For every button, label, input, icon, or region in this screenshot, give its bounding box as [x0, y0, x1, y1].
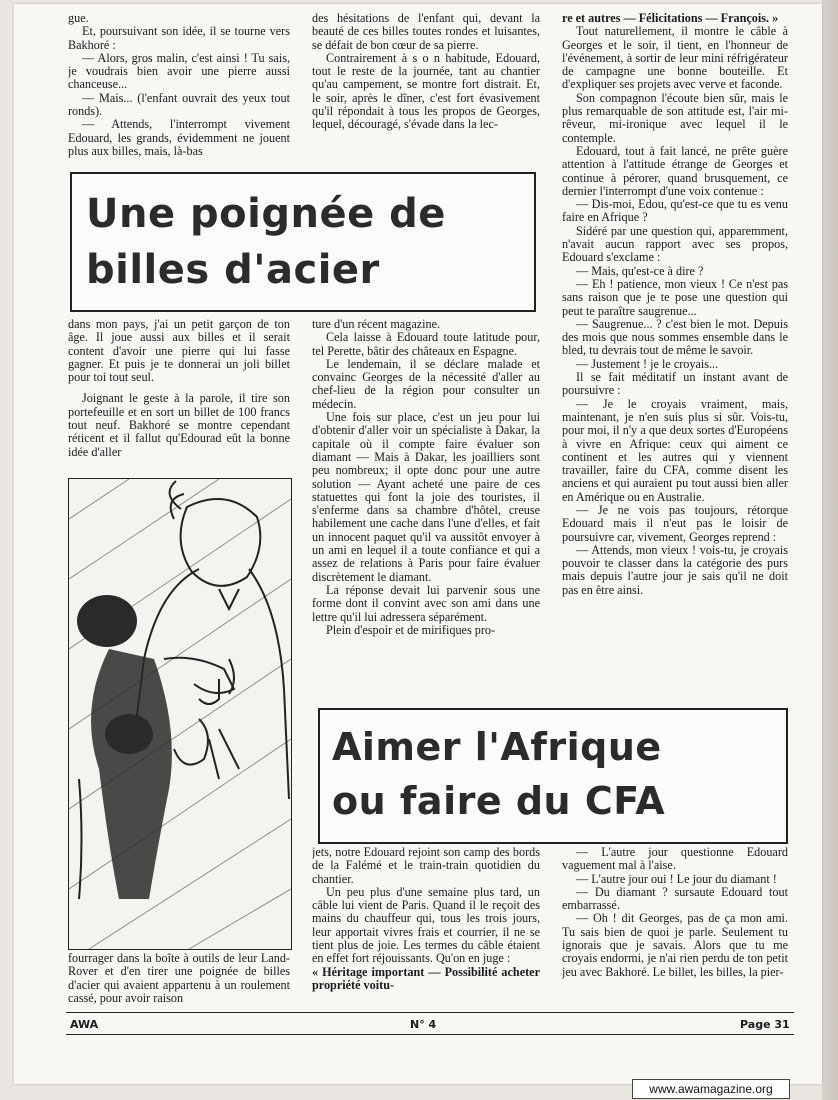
headline-billes-box — [70, 172, 536, 312]
paragraph: — Attends, l'interrompt vivement Edouard, les grands, évidemment ne jouent plus aux billes, mais, là-bas — [68, 117, 290, 158]
paragraph: — Je le croyais vraiment, mais, maintenant, je n'en suis plus si sûr. Vois-tu, pour moi, il n'y a que deux sortes d'Européens à vivre en Afrique: ceux qui aiment ce continent et les autres qui y viennent travailler, faire du CFA, comme disent les anciens et qui auraient pu tout aussi bien aller en Amérique ou en Australie. — [562, 396, 788, 504]
column-2-bottom — [312, 846, 540, 1008]
paragraph: Tout naturellement, il montre le câble à Georges et le soir, il tient, en l'honneur de l'événement, à sortir de leur mini réfrigérateur de campagne une bonne bouteille. Et d'expliquer ses projets avec verve et faconde. — [562, 24, 788, 92]
paragraph: Contrairement à s o n habitude, Edouard, tout le reste de la journée, tant au chantier qu'au campement, se montre fort distrait. Et, le soir, après le dîner, c'est fort évasivement qu'il répondait à tous les propos de Georges, lequel, découragé, s'évade dans la lec- — [312, 50, 540, 132]
paragraph: Cela laisse à Edouard toute latitude pour, tel Perette, bâtir des châteaux en Espagne. — [312, 330, 540, 358]
paragraph: — Dis-moi, Edou, qu'est-ce que tu es venu faire en Afrique ? — [562, 197, 788, 225]
paragraph: Sidéré par une question qui, apparemment, n'avait aucun rapport avec ses propos, Edouard s'exclame : — [562, 223, 788, 265]
paragraph: — Mais, qu'est-ce à dire ? — [576, 263, 704, 278]
paragraph: Plein d'espoir et de mirifiques pro- — [326, 622, 496, 637]
paragraph: Une fois sur place, c'est un jeu pour lui d'obtenir d'aller voir un spécialiste à Dakar, la capitale où il compte faire évaluer son diamant — Mais à Dakar, les joailliers sont peu nombreux; il opte donc pour une autre solution — Ayant acheté une paire de ces statuettes qui font la joie des touristes, il s'enferme dans sa chambre d'hôtel, creuse habilement une cache dans l'une d'elles, et fait un innocent paquet qu'il va aussitôt envoyer à un ami en lequel il a toute confiance et qui a assez de relations à Paris pour faire évaluer discrètement le diamant. — [312, 410, 540, 584]
paragraph: Il se fait méditatif un instant avant de poursuivre : — [562, 370, 788, 398]
website-watermark[interactable]: www.awamagazine.org — [632, 1079, 790, 1099]
paragraph: Edouard, tout à fait lancé, ne prête guère attention à l'attitude étrange de Georges et continue à pérorer, quand brusquement, ce dernier l'interrompt d'une voix contenue : — [562, 143, 788, 198]
footer-page-number: Page 31 — [740, 1018, 790, 1031]
footer-rule-top — [66, 1012, 794, 1013]
paragraph: des hésitations de l'enfant qui, devant la beauté de ces billes toutes rondes et luisantes, se défait de bon cœur de sa pierre. — [312, 12, 540, 52]
paragraph: — Mais... (l'enfant ouvrait des yeux tout ronds). — [68, 90, 290, 119]
paragraph: gue. — [68, 12, 89, 25]
paragraph: Joignant le geste à la parole, il tire son portefeuille et en sort un billet de 100 francs tout neuf. Bakhoré se montre cependant réticent et il fallut qu'Edourad eût la bonne idée d'aller — [68, 391, 290, 459]
paragraph: — Oh ! dit Georges, pas de ça mon ami. Tu sais bien de quoi je parle. Seulement tu ignorais que je savais. Alors que tu me croyais endormi, je n'ai rien perdu de ton petit jeu avec Bakhoré. Le billet, les billes, la pier- — [562, 911, 788, 979]
paragraph: — Alors, gros malin, c'est ainsi ! Tu sais, je voudrais bien avoir une pierre aussi chanceuse... — [68, 50, 290, 92]
paragraph: ture d'un récent magazine. — [312, 318, 441, 331]
paragraph: Son compagnon l'écoute bien sûr, mais le plus remarquable de son attitude est, l'air mi-rêveur, mi-ironique avec lequel il le contemple. — [562, 90, 788, 145]
paragraph: fourrager dans la boîte à outils de leur Land-Rover et d'en tirer une poignée de billes d'acier qui avaient appartenu à un roulement cassé, pour avoir raison — [68, 952, 290, 1005]
headline-afrique-line2: ou faire du CFA — [332, 779, 666, 823]
paragraph: — Justement ! je le croyais... — [576, 356, 719, 371]
paragraph: — Du diamant ? sursaute Edouard tout embarrassé. — [562, 884, 788, 913]
column-1-top — [68, 12, 290, 172]
column-1-middle — [68, 318, 290, 468]
paragraph: Le lendemain, il se déclare malade et convainc Georges de la nécessité d'aller au chef-lieu de la région pour consulter un médecin. — [312, 356, 540, 411]
footer-magazine-name: AWA — [70, 1018, 99, 1031]
column-3-bottom — [562, 846, 788, 1008]
drawing-of-man-and-child-icon — [69, 479, 291, 949]
headline-billes-line1: Une poignée de — [86, 191, 446, 237]
paragraph: — Eh ! patience, mon vieux ! Ce n'est pas sans raison que je te pose une question qui peut te paraître saugrenue... — [562, 276, 788, 318]
paragraph: — Saugrenue... ? c'est bien le mot. Depuis des mois que nous sommes ensemble dans le bled, tu devrais tout de même le savoir. — [562, 316, 788, 358]
page-edge — [822, 0, 838, 1100]
paragraph: — Je ne vois pas toujours, rétorque Edouard mais il n'eut pas le loisir de poursuivre car, vivement, Georges reprend : — [562, 502, 788, 544]
footer-issue-number: N° 4 — [410, 1018, 437, 1031]
column-3-top — [562, 12, 788, 704]
paragraph: — L'autre jour oui ! Le jour du diamant ! — [576, 871, 777, 886]
column-1-bottom — [68, 952, 290, 1008]
column-2-middle — [312, 318, 540, 704]
footer-rule-bottom — [66, 1034, 794, 1035]
headline-afrique-box — [318, 708, 788, 844]
paragraph: La réponse devait lui parvenir sous une forme dont il convint avec son ami dans une lettre qu'il lui adressera séparément. — [312, 582, 540, 624]
paragraph: jets, notre Edouard rejoint son camp des bords de la Falémé et le train-train quotidien du chantier. — [312, 846, 540, 886]
paragraph: re et autres — Félicitations — François. » — [562, 12, 779, 25]
paragraph: « Héritage important — Possibilité acheter propriété voitu- — [312, 964, 540, 992]
paragraph: dans mon pays, j'ai un petit garçon de ton âge. Il joue aussi aux billes et il serait content d'avoir une pierre qui lui fasse gagner. Et puis je te donnerai un joli billet pour toi tout seul. — [68, 318, 290, 385]
illustration — [68, 478, 292, 950]
paragraph: Un peu plus d'une semaine plus tard, un câble lui vient de Paris. Quand il le reçoit des mains du chauffeur qui, tous les trois jours, leur apportait vivres frais et courrier, il ne se tient plus de joie. Les termes du câble étaient en effet fort réjouissants. Qu'on en juge : — [312, 884, 540, 966]
headline-billes-line2: billes d'acier — [86, 247, 380, 293]
column-2-top — [312, 12, 540, 172]
headline-afrique-line1: Aimer l'Afrique — [332, 725, 662, 769]
paragraph: — L'autre jour questionne Edouard vaguement mal à l'aise. — [562, 846, 788, 873]
paragraph: — Attends, mon vieux ! vois-tu, je croyais pouvoir te classer dans la catégorie des purs mais depuis l'autre jour je sais qu'il ne doit pas en être ainsi. — [562, 542, 788, 597]
paragraph: Et, poursuivant son idée, il se tourne vers Bakhoré : — [68, 24, 290, 52]
